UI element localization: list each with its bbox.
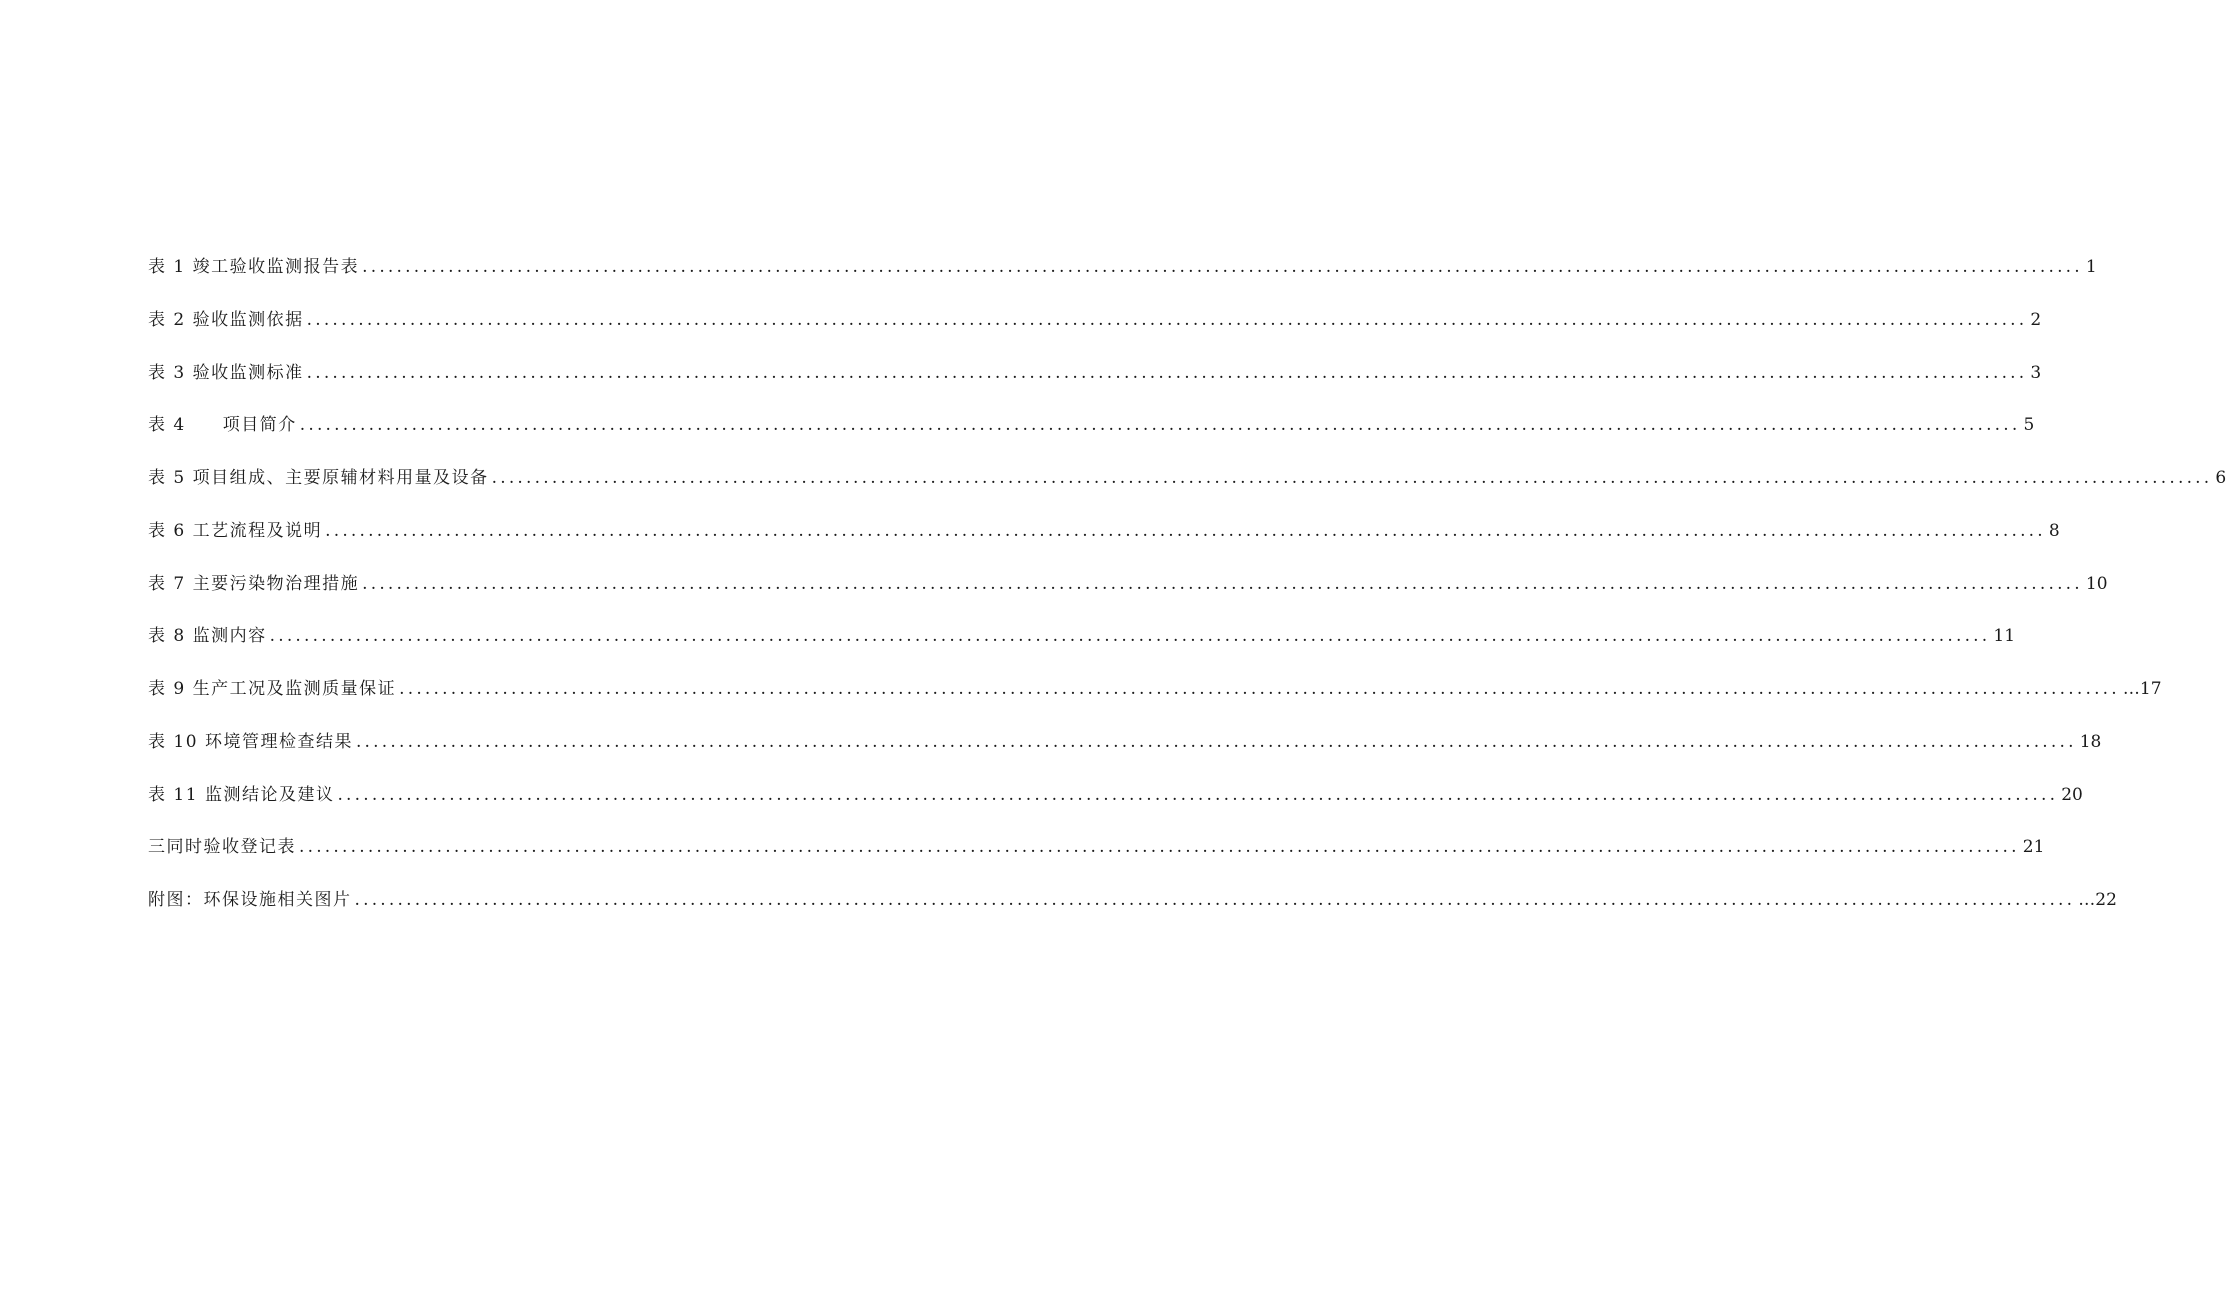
toc-entry-page: 20 [2061, 784, 2083, 805]
toc-entry-title: 表 6 工艺流程及说明 [148, 520, 323, 541]
toc-entry-title: 表 9 生产工况及监测质量保证 [148, 679, 397, 699]
toc-entry-title: 表 8 监测内容 [148, 626, 267, 647]
toc-entry-title: 表 5 项目组成、主要原辅材料用量及设备 [148, 468, 489, 488]
toc-entry[interactable] [148, 410, 2035, 463]
toc-leader-dots: ........................................................................................................................................................................................................ [491, 468, 2213, 488]
toc-entry-title: 表 11 监测结论及建议 [148, 784, 335, 805]
toc-entry-page: …22 [2078, 890, 2117, 910]
toc-entry-title: 表 4 项目简介 [148, 415, 297, 436]
toc-leader-dots: ........................................................................................................................................................................................................ [325, 520, 2046, 541]
toc-entry-title: 表 2 验收监测依据 [148, 309, 304, 330]
toc-entry[interactable] [148, 358, 2042, 411]
toc-entry[interactable] [148, 252, 2097, 305]
toc-entry[interactable] [148, 569, 2108, 622]
toc-leader-dots: ........................................................................................................................................................................................................ [354, 890, 2076, 910]
toc-leader-dots: ........................................................................................................................................................................................................ [355, 731, 2077, 752]
toc-entry-page: 2 [2030, 309, 2042, 330]
toc-entry-page: …17 [2122, 679, 2162, 699]
toc-leader-dots: ........................................................................................................................................................................................................ [299, 415, 2021, 436]
toc-leader-dots: ........................................................................................................................................................................................................ [362, 573, 2083, 594]
toc-entry-page: 21 [2022, 837, 2045, 858]
toc-entry-page: 6 [2215, 468, 2226, 488]
toc-entry-title: 表 1 竣工验收监测报告表 [148, 257, 360, 277]
toc-leader-dots: ........................................................................................................................................................................................................ [299, 837, 2020, 858]
toc-entry-page: 11 [1993, 626, 2016, 647]
toc-leader-dots: ........................................................................................................................................................................................................ [362, 257, 2083, 277]
toc-entry-title: 表 7 主要污染物治理措施 [148, 573, 360, 594]
toc-leader-dots: ........................................................................................................................................................................................................ [306, 362, 2028, 383]
toc-entry[interactable] [148, 727, 2102, 780]
table-of-contents [148, 252, 2226, 938]
toc-leader-dots: ........................................................................................................................................................................................................ [399, 679, 2120, 699]
toc-entry-title: 表 3 验收监测标准 [148, 362, 304, 383]
toc-entry-page: 1 [2085, 257, 2097, 277]
toc-entry-page: 10 [2085, 573, 2108, 594]
toc-entry-page: 18 [2079, 731, 2102, 752]
toc-entry[interactable] [148, 674, 2162, 727]
toc-entry-page: 3 [2030, 362, 2042, 383]
toc-entry[interactable] [148, 780, 2083, 833]
toc-entry[interactable] [148, 832, 2045, 885]
toc-entry-title: 附图：环保设施相关图片 [148, 890, 352, 910]
toc-entry-title: 三同时验收登记表 [148, 837, 296, 858]
toc-entry-page: 5 [2023, 415, 2035, 436]
toc-leader-dots: ........................................................................................................................................................................................................ [269, 626, 1991, 647]
toc-entry-page: 8 [2048, 520, 2060, 541]
toc-leader-dots: ........................................................................................................................................................................................................ [306, 309, 2028, 330]
toc-entry[interactable] [148, 463, 2226, 516]
toc-entry[interactable] [148, 621, 2016, 674]
toc-entry[interactable] [148, 885, 2117, 938]
toc-entry[interactable] [148, 516, 2060, 569]
toc-entry[interactable] [148, 305, 2042, 358]
toc-entry-title: 表 10 环境管理检查结果 [148, 731, 353, 752]
toc-leader-dots: ........................................................................................................................................................................................................ [337, 784, 2059, 805]
